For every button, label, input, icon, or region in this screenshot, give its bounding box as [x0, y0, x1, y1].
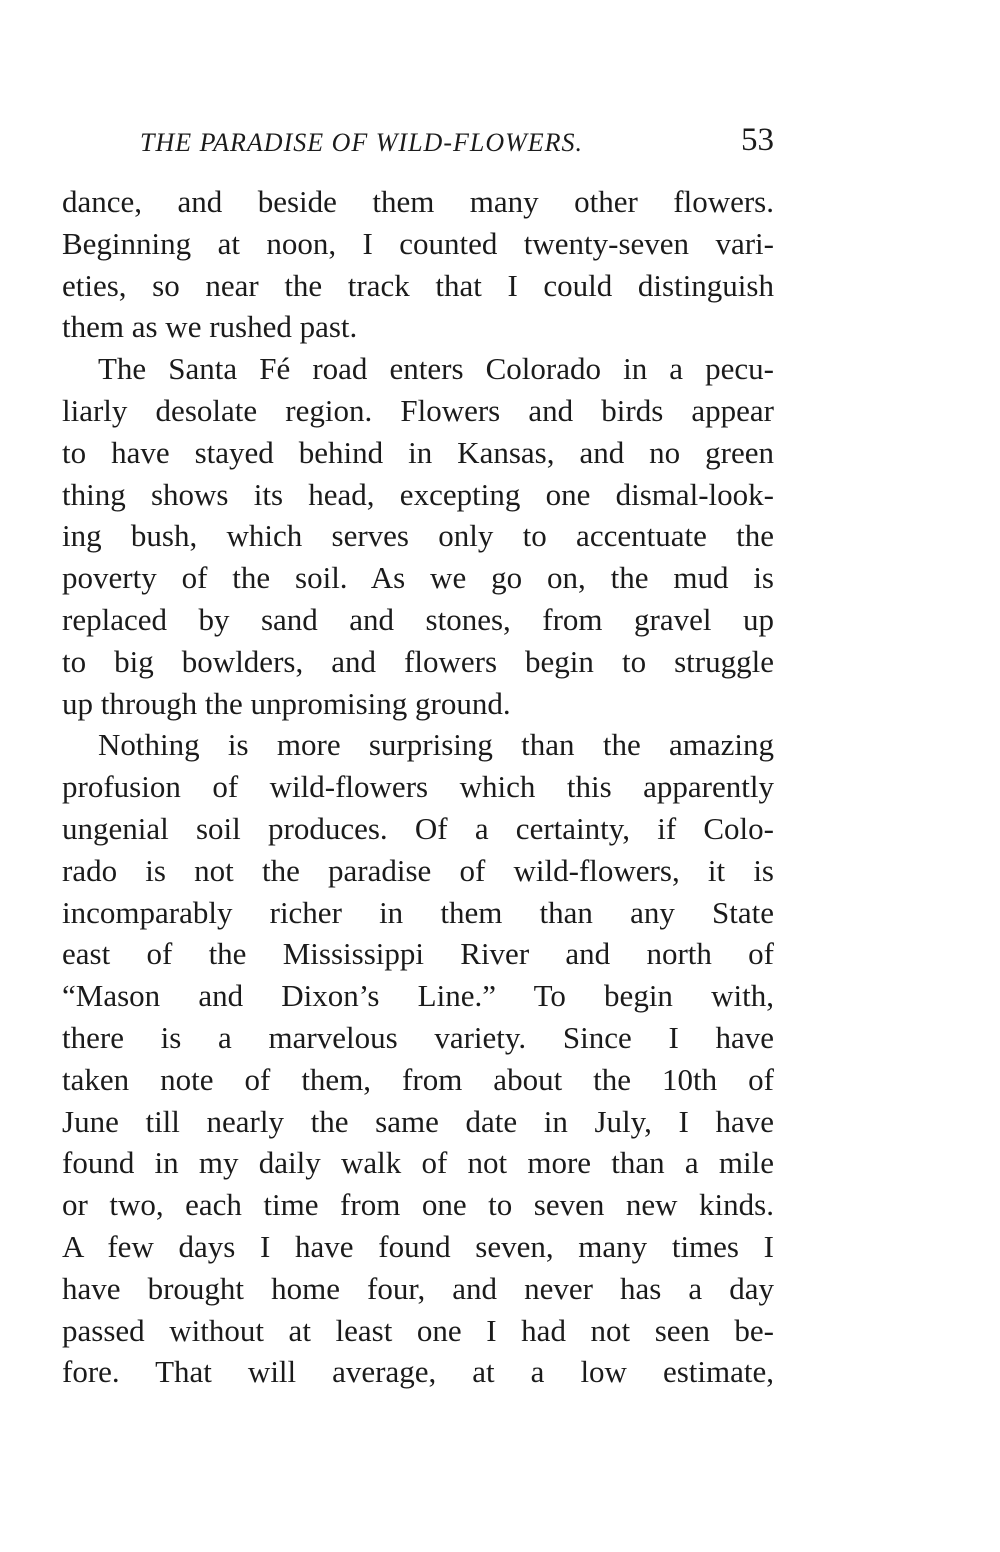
text-line: Beginning at noon, I counted twenty-seven vari- — [62, 225, 774, 261]
text-line: up through the unpromising ground. — [62, 685, 511, 721]
text-line: rado is not the paradise of wild-flowers, it is — [62, 852, 774, 888]
text-line: them as we rushed past. — [62, 309, 358, 345]
text-line: fore. That will average, at a low estimate, — [62, 1354, 774, 1390]
text-line: passed without at least one I had not seen be- — [62, 1312, 774, 1348]
text-line: “Mason and Dixon’s Line.” To begin with, — [62, 978, 774, 1014]
text-line: to big bowlders, and flowers begin to struggle — [62, 643, 774, 679]
text-line: replaced by sand and stones, from gravel up — [62, 601, 774, 637]
text-line: Nothing is more surprising than the amazing — [98, 727, 774, 763]
text-line: A few days I have found seven, many times I — [62, 1228, 774, 1264]
text-line: have brought home four, and never has a day — [62, 1270, 774, 1306]
running-title: THE PARADISE OF WILD-FLOWERS. — [140, 128, 584, 157]
text-line: dance, and beside them many other flowers. — [62, 184, 774, 219]
running-head — [62, 122, 774, 162]
text-line: to have stayed behind in Kansas, and no green — [62, 434, 774, 470]
text-line: liarly desolate region. Flowers and birds appear — [62, 392, 774, 428]
page-number: 53 — [741, 122, 774, 158]
text-line: or two, each time from one to seven new kinds. — [62, 1187, 774, 1223]
text-line: June till nearly the same date in July, I have — [62, 1103, 774, 1139]
text-line: ungenial soil produces. Of a certainty, if Colo- — [62, 810, 774, 846]
text-line: found in my daily walk of not more than a mile — [62, 1145, 774, 1181]
text-line: profusion of wild-flowers which this apparently — [62, 769, 774, 805]
text-line: there is a marvelous variety. Since I have — [62, 1019, 774, 1055]
text-line: thing shows its head, excepting one dismal-look- — [62, 476, 774, 512]
body-text — [62, 181, 774, 1393]
text-line: poverty of the soil. As we go on, the mud is — [62, 560, 774, 596]
text-line: incomparably richer in them than any State — [62, 894, 774, 930]
text-line: taken note of them, from about the 10th of — [62, 1061, 774, 1097]
text-line: eties, so near the track that I could distinguish — [62, 267, 774, 303]
text-line: The Santa Fé road enters Colorado in a pecu- — [98, 351, 774, 387]
text-line: ing bush, which serves only to accentuate the — [62, 518, 774, 554]
text-line: east of the Mississippi River and north of — [62, 936, 774, 972]
